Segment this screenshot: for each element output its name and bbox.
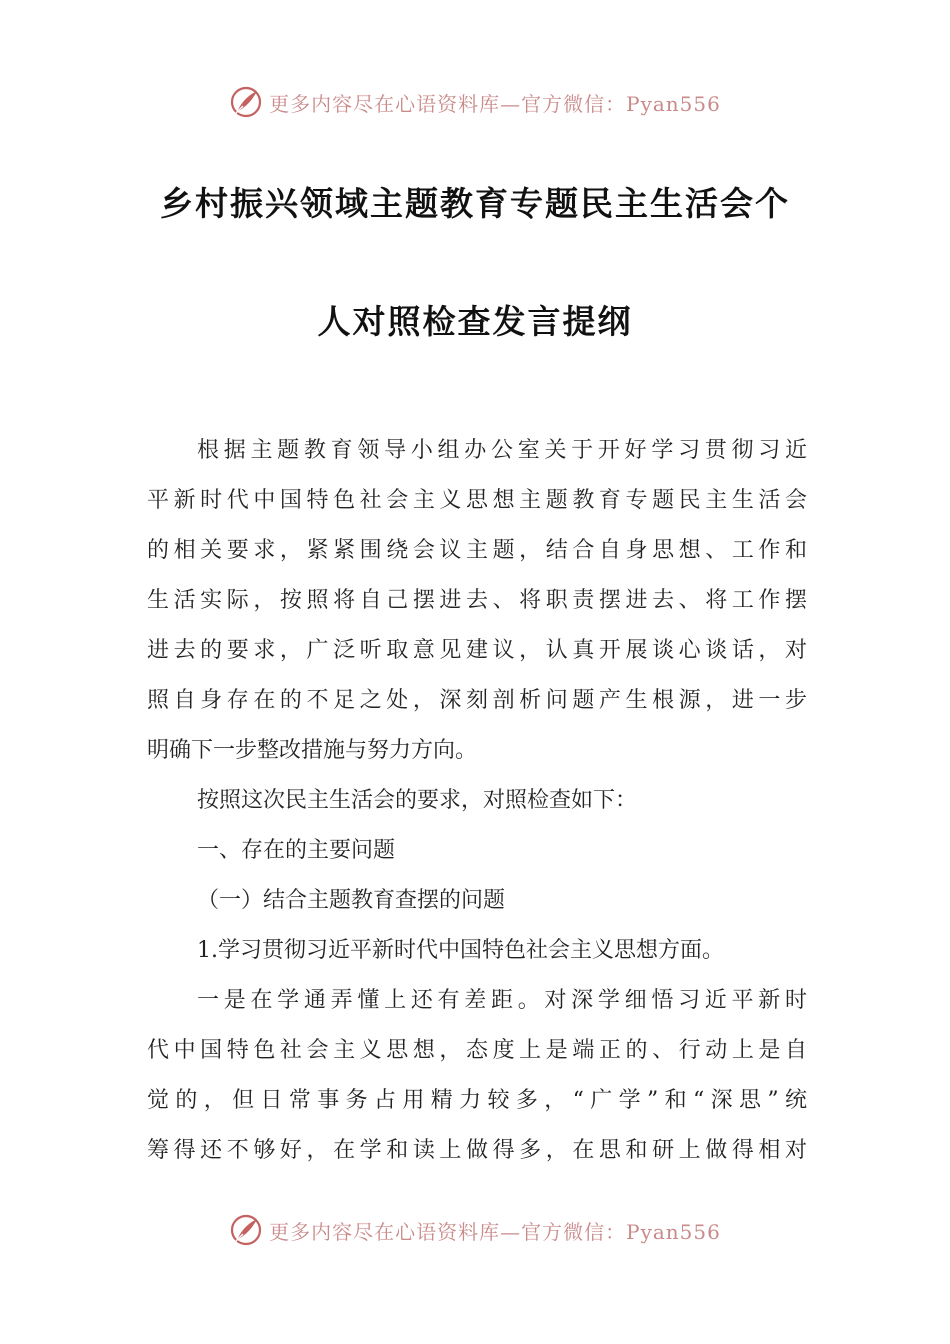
page-title-line-2: 人对照检查发言提纲 bbox=[317, 302, 633, 341]
body-line: 进去的要求，广泛听取意见建议，认真开展谈心谈话，对 bbox=[147, 638, 807, 663]
body-line: 根据主题教育领导小组办公室关于开好学习贯彻习近 bbox=[197, 438, 807, 463]
feather-pen-logo-icon bbox=[229, 1213, 263, 1247]
footer-banner bbox=[0, 1210, 950, 1250]
body-line: 照自身存在的不足之处，深刻剖析问题产生根源，进一步 bbox=[147, 688, 807, 713]
body-line: 筹得还不够好，在学和读上做得多，在思和研上做得相对 bbox=[147, 1138, 807, 1163]
body-line: 代中国特色社会主义思想，态度上是端正的、行动上是自 bbox=[147, 1038, 807, 1063]
header-banner bbox=[0, 82, 950, 122]
body-line: 平新时代中国特色社会主义思想主题教育专题民主生活会 bbox=[147, 488, 807, 513]
body-line: 明确下一步整改措施与努力方向。 bbox=[147, 738, 478, 763]
subsection-heading: （一）结合主题教育查摆的问题 bbox=[197, 888, 506, 913]
feather-pen-logo-icon bbox=[229, 85, 263, 119]
body-line: 的相关要求，紧紧围绕会议主题，结合自身思想、工作和 bbox=[147, 538, 807, 563]
body-line: 按照这次民主生活会的要求，对照检查如下： bbox=[197, 788, 638, 813]
footer-banner-text: 更多内容尽在心语资料库—官方微信：Pyan556 bbox=[269, 1219, 721, 1244]
body-line: 生活实际，按照将自己摆进去、将职责摆进去、将工作摆 bbox=[147, 588, 807, 613]
body-line: 一是在学通弄懂上还有差距。对深学细悟习近平新时 bbox=[197, 988, 807, 1013]
document-body bbox=[147, 426, 807, 1176]
item-heading: 1.学习贯彻习近平新时代中国特色社会主义思想方面。 bbox=[197, 938, 724, 963]
page-title-line-1: 乡村振兴领域主题教育专题民主生活会个 bbox=[160, 184, 790, 223]
section-heading: 一、存在的主要问题 bbox=[197, 838, 396, 863]
body-line: 觉的，但日常事务占用精力较多，“广学”和“深思”统 bbox=[147, 1088, 807, 1113]
header-banner-text: 更多内容尽在心语资料库—官方微信：Pyan556 bbox=[269, 91, 721, 116]
